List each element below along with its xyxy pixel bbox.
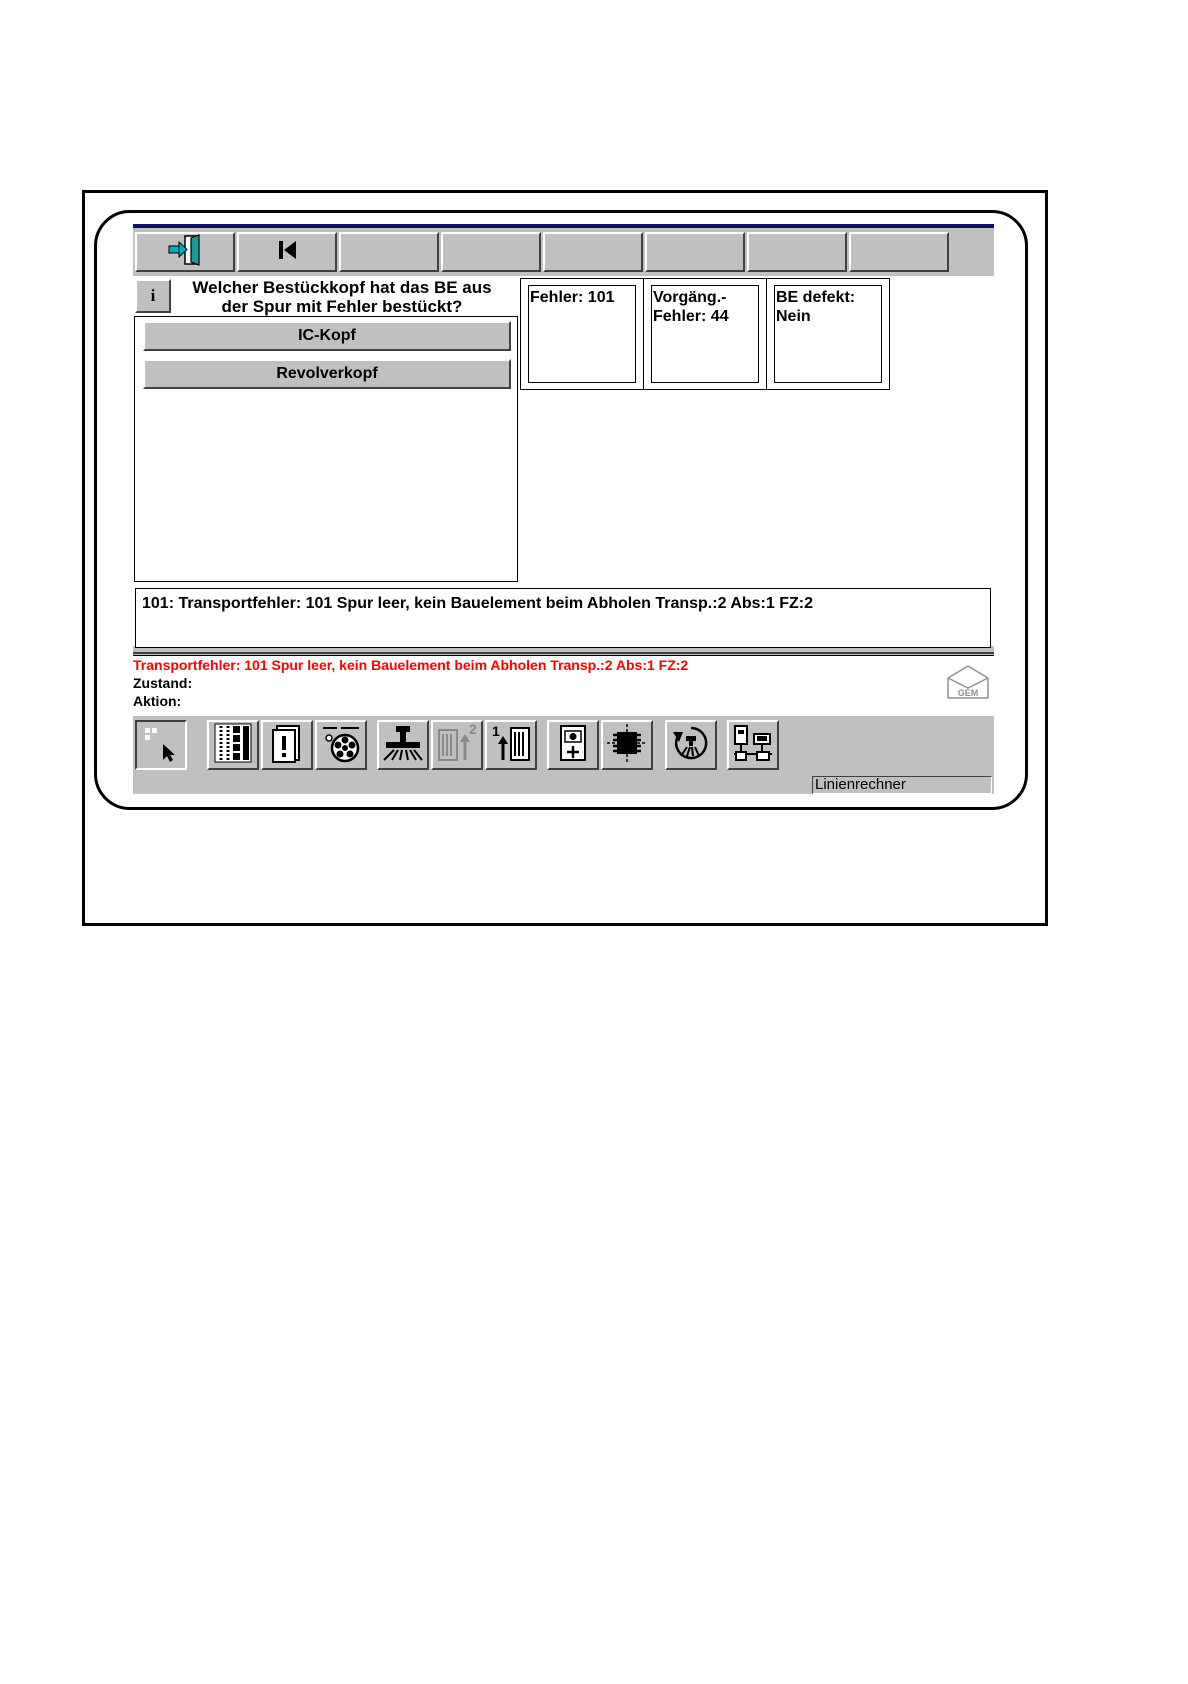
exit-door-icon [165, 233, 205, 272]
alert-document-icon [267, 722, 307, 769]
status-bar-field: Linienrechner [812, 776, 992, 794]
feeder-list-icon [213, 722, 253, 769]
toolbar-button-7[interactable] [747, 232, 847, 272]
gem-label: GEM [957, 688, 979, 698]
zustand-label: Zustand: [133, 675, 193, 691]
question-line-2: der Spur mit Fehler bestückt? [221, 297, 463, 316]
line-computer-button[interactable] [727, 720, 779, 770]
toolbar-button-6[interactable] [645, 232, 745, 272]
info-button[interactable]: i [135, 279, 171, 313]
back-to-start-button[interactable] [237, 232, 337, 272]
question-text [177, 278, 507, 316]
previous-error-text: Vorgäng.- Fehler: 44 [651, 285, 759, 383]
track-1-icon [489, 722, 533, 769]
status-bar [133, 776, 994, 794]
toolbar-button-5[interactable] [543, 232, 643, 272]
svg-text:1: 1 [492, 722, 500, 739]
reel-button[interactable] [315, 720, 367, 770]
status-area [133, 656, 994, 716]
error-detail-text: 101: Transportfehler: 101 Spur leer, kein Bauelement beim Abholen Transp.:2 Abs:1 FZ:2 [142, 595, 813, 612]
application-window [133, 224, 994, 794]
answer-button-revolverkopf[interactable]: Revolverkopf [143, 359, 511, 389]
camera-add-button[interactable] [547, 720, 599, 770]
previous-error-box [643, 278, 767, 390]
placement-head-button[interactable] [377, 720, 429, 770]
exit-button[interactable] [135, 232, 235, 272]
title-bar [133, 224, 994, 228]
track-1-button[interactable] [485, 720, 537, 770]
error-number-text: Fehler: 101 [528, 285, 636, 383]
bottom-toolbar [133, 718, 994, 774]
top-toolbar [135, 232, 949, 274]
error-message: Transportfehler: 101 Spur leer, kein Bauelement beim Abholen Transp.:2 Abs:1 FZ:2 [133, 657, 689, 673]
gem-mail-icon[interactable] [946, 664, 990, 703]
select-pointer-icon [139, 722, 183, 769]
svg-text:2: 2 [469, 721, 477, 737]
component-defect-box [766, 278, 890, 390]
track-2-icon [435, 722, 479, 769]
answer-button-ic-kopf[interactable]: IC-Kopf [143, 321, 511, 351]
answer-list [134, 316, 518, 582]
rotate-head-button[interactable] [665, 720, 717, 770]
component-button[interactable] [601, 720, 653, 770]
component-chip-icon [605, 722, 649, 769]
component-defect-text: BE defekt: Nein [774, 285, 882, 383]
toolbar-button-3[interactable] [339, 232, 439, 272]
error-number-box [520, 278, 644, 390]
toolbar-button-4[interactable] [441, 232, 541, 272]
camera-add-icon [553, 722, 593, 769]
feeder-list-button[interactable] [207, 720, 259, 770]
select-mode-button[interactable] [135, 720, 187, 770]
toolbar-button-8[interactable] [849, 232, 949, 272]
placement-head-icon [380, 722, 426, 769]
track-2-button[interactable] [431, 720, 483, 770]
network-computer-icon [730, 722, 776, 769]
question-line-1: Welcher Bestückkopf hat das BE aus [192, 278, 492, 297]
reel-icon [319, 722, 363, 769]
alert-document-button[interactable] [261, 720, 313, 770]
rotate-head-icon [669, 722, 713, 769]
skip-to-start-icon [275, 238, 299, 267]
aktion-label: Aktion: [133, 693, 182, 709]
error-detail-box [135, 588, 991, 648]
